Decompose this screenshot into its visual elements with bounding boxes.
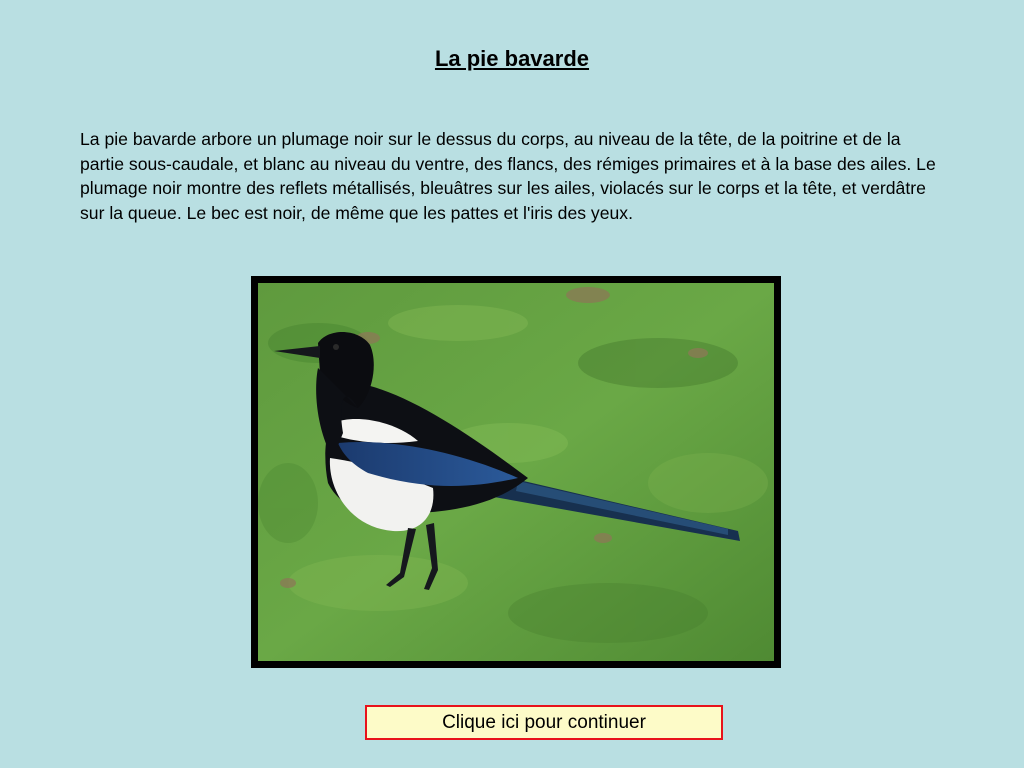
photo-frame — [251, 276, 781, 668]
continue-button[interactable]: Clique ici pour continuer — [365, 705, 723, 740]
page-title: La pie bavarde — [434, 46, 590, 71]
magpie-photo — [258, 283, 774, 661]
description-paragraph: La pie bavarde arbore un plumage noir sur le dessus du corps, au niveau de la tête, de la poitrine et de la partie sous-caudale, et blanc au niveau du ventre, des flancs, des rémiges primaires et à la base des ailes. Le plumage noir montre des reflets métallisés, bleuâtres sur les ailes, violacés sur le corps et la tête, et verdâtre sur la queue. Le bec est noir, de même que les pattes et l'iris des yeux. — [80, 129, 936, 223]
